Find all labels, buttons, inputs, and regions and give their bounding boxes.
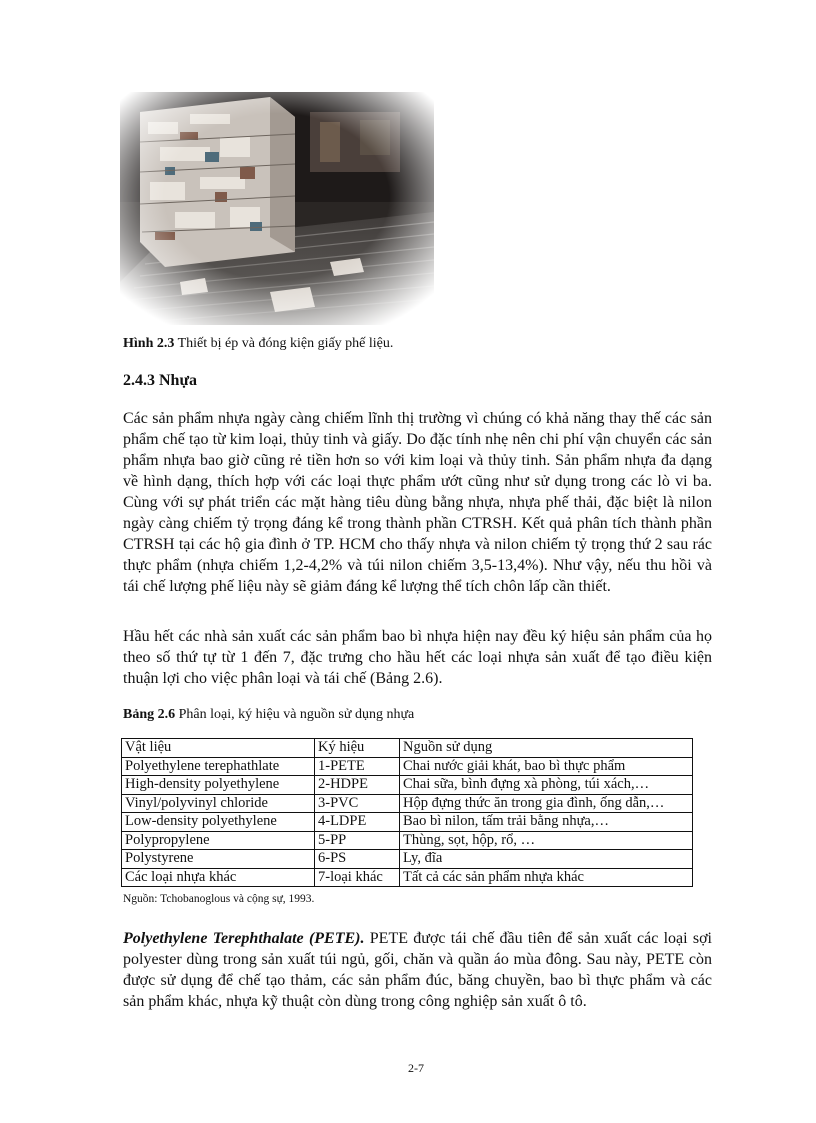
table-cell: High-density polyethylene [122, 776, 315, 795]
table-cell: 1-PETE [315, 757, 400, 776]
page-number: 2-7 [408, 1061, 424, 1075]
table-row [122, 850, 693, 869]
table-cell: Thùng, sọt, hộp, rổ, … [400, 831, 693, 850]
table-row [122, 813, 693, 832]
header-cell-code: Ký hiệu [315, 739, 400, 758]
table-caption [123, 707, 414, 723]
table-cell: Polypropylene [122, 831, 315, 850]
table-cell: Ly, đĩa [400, 850, 693, 869]
table-cell: 2-HDPE [315, 776, 400, 795]
table-row [122, 776, 693, 795]
table-cell: Tất cả các sản phẩm nhựa khác [400, 868, 693, 887]
figure-label: Hình 2.3 [123, 336, 175, 351]
table-caption-text: Phân loại, ký hiệu và nguồn sử dụng nhựa [178, 707, 415, 722]
table-cell: 3-PVC [315, 794, 400, 813]
table-cell: 7-loại khác [315, 868, 400, 887]
figure-caption [123, 336, 393, 352]
table-cell: Polyethylene terephathlate [122, 757, 315, 776]
figure-caption-text: Thiết bị ép và đóng kiện giấy phế liệu. [177, 336, 394, 351]
table-row [122, 831, 693, 850]
table-cell: Các loại nhựa khác [122, 868, 315, 887]
table-cell: Polystyrene [122, 850, 315, 869]
table-cell: Low-density polyethylene [122, 813, 315, 832]
paper-bale-photo [120, 92, 434, 325]
table-row [122, 868, 693, 887]
paragraph-pete [123, 928, 712, 1012]
header-cell-material: Vật liệu [122, 739, 315, 758]
pete-lead-text: Polyethylene Terephthalate (PETE). [123, 930, 365, 947]
table-cell: 4-LDPE [315, 813, 400, 832]
table-cell: Hộp đựng thức ăn trong gia đình, ống dẫn,… [400, 794, 693, 813]
plastics-table [121, 738, 693, 887]
table-cell: 5-PP [315, 831, 400, 850]
table-header-row [122, 739, 693, 758]
pete-body-text: PETE được tái chế đầu tiên để sản xuất các loại sợi polyester dùng trong sản xuất túi ngủ, gối, chăn và quần áo mùa đông. Sau này, PETE còn được sử dụng để chế tạo thảm, các sản phẩm đúc, băng chuyền, bao bì thực phẩm và các sản phẩm khác, nhựa kỹ thuật còn dùng trong công nghiệp sản xuất ô tô. [123, 930, 712, 1010]
paragraph-plastics-codes: Hầu hết các nhà sản xuất các sản phẩm bao bì nhựa hiện nay đều ký hiệu sản phẩm của họ theo số thứ tự từ 1 đến 7, đặc trưng cho hầu hết các loại nhựa sản xuất để tạo điều kiện thuận lợi cho việc phân loại và tái chế (Bảng 2.6). [123, 628, 712, 687]
table-cell: Chai sữa, bình đựng xà phòng, túi xách,… [400, 776, 693, 795]
header-cell-usage: Nguồn sử dụng [400, 739, 693, 758]
section-heading: 2.4.3 Nhựa [123, 372, 198, 389]
table-cell: 6-PS [315, 850, 400, 869]
table-row [122, 794, 693, 813]
paragraph-plastics-intro: Các sản phẩm nhựa ngày càng chiếm lĩnh thị trường vì chúng có khả năng thay thế các sản phẩm chế tạo từ kim loại, thủy tinh và giấy. Do đặc tính nhẹ nên chi phí vận chuyển các sản phẩm nhựa bao giờ cũng rẻ tiền hơn so với kim loại và thủy tinh. Sản phẩm nhựa đa dạng về hình dạng, thích hợp với các loại thực phẩm ướt cũng như sử dụng trong các lò vi ba. Cùng với sự phát triển các mặt hàng tiêu dùng bằng nhựa, nhựa phế thải, đặc biệt là nilon ngày càng chiếm tỷ trọng đáng kể trong thành phần CTRSH. Kết quả phân tích thành phần CTRSH tại các hộ gia đình ở TP. HCM cho thấy nhựa và nilon chiếm tỷ trọng thứ 2 sau rác thực phẩm (nhựa chiếm 1,2-4,2% và túi nilon chiếm 3,5-13,4%). Như vậy, nếu thu hồi và tái chế lượng phế liệu này sẽ giảm đáng kể lượng thể tích chôn lấp cần thiết. [123, 410, 712, 595]
table-cell: Vinyl/polyvinyl chloride [122, 794, 315, 813]
table-cell: Bao bì nilon, tấm trải bằng nhựa,… [400, 813, 693, 832]
table-label: Bảng 2.6 [123, 707, 176, 722]
table-cell: Chai nước giải khát, bao bì thực phẩm [400, 757, 693, 776]
table-row [122, 757, 693, 776]
table-source-note: Nguồn: Tchobanoglous và cộng sự, 1993. [123, 893, 315, 905]
